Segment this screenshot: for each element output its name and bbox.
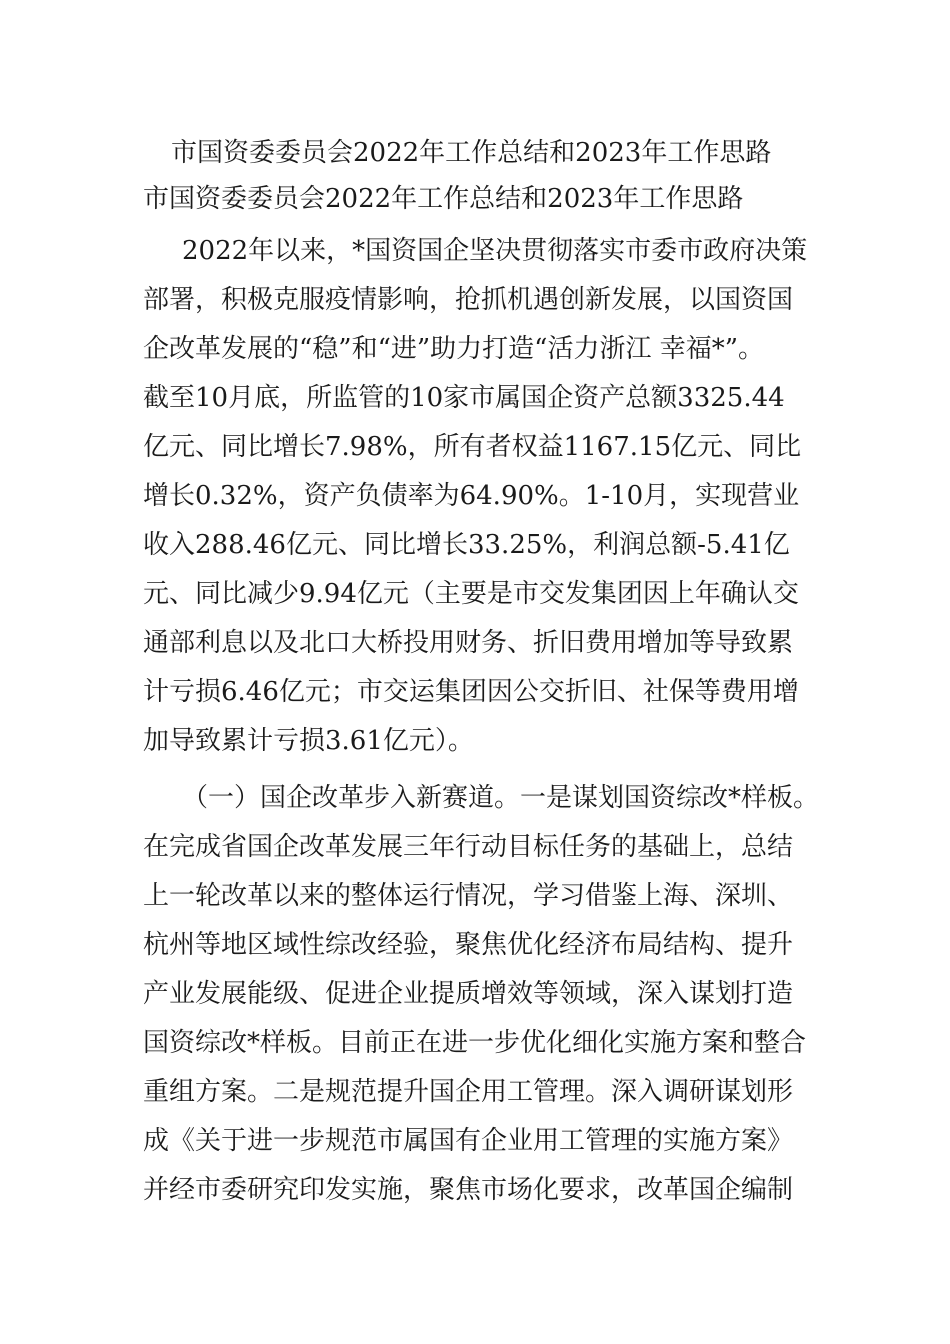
paragraph-line: 元、同比减少9.94亿元（主要是市交发集团因上年确认交 xyxy=(143,579,799,609)
document-title-repeat: 市国资委委员会2022年工作总结和2023年工作思路 xyxy=(143,184,744,214)
paragraph-line: 并经市委研究印发实施，聚焦市场化要求，改革国企编制 xyxy=(143,1175,794,1205)
paragraph-line: 企改革发展的“稳”和“进”助力打造“活力浙江 幸福*”。 xyxy=(143,334,765,364)
document-title: 市国资委委员会2022年工作总结和2023年工作思路 xyxy=(171,138,772,168)
paragraph-line: 成《关于进一步规范市属国有企业用工管理的实施方案》 xyxy=(143,1126,794,1156)
paragraph-line: 亿元、同比增长7.98%，所有者权益1167.15亿元、同比 xyxy=(143,432,802,462)
paragraph-line: 上一轮改革以来的整体运行情况，学习借鉴上海、深圳、 xyxy=(143,881,794,911)
paragraph-line: 在完成省国企改革发展三年行动目标任务的基础上，总结 xyxy=(143,832,794,862)
paragraph-line: 截至10月底，所监管的10家市属国企资产总额3325.44 xyxy=(143,383,785,413)
paragraph-line: 收入288.46亿元、同比增长33.25%，利润总额-5.41亿 xyxy=(143,530,790,560)
section-heading-line: （一）国企改革步入新赛道。一是谋划国资综改*样板。 xyxy=(182,783,820,813)
paragraph-line: 计亏损6.46亿元；市交运集团因公交折旧、社保等费用增 xyxy=(143,677,799,707)
paragraph-line: 国资综改*样板。目前正在进一步优化细化实施方案和整合 xyxy=(143,1028,807,1058)
paragraph-line: 杭州等地区域性综改经验，聚焦优化经济布局结构、提升 xyxy=(143,930,794,960)
paragraph-line: 重组方案。二是规范提升国企用工管理。深入调研谋划形 xyxy=(143,1077,794,1107)
paragraph-line: 增长0.32%，资产负债率为64.90%。1-10月，实现营业 xyxy=(143,481,800,511)
paragraph-line: 部署，积极克服疫情影响，抢抓机遇创新发展，以国资国 xyxy=(143,285,794,315)
paragraph-line: 加导致累计亏损3.61亿元）。 xyxy=(143,726,474,756)
paragraph-line: 2022年以来，*国资国企坚决贯彻落实市委市政府决策 xyxy=(182,236,808,266)
paragraph-line: 产业发展能级、促进企业提质增效等领域，深入谋划打造 xyxy=(143,979,794,1009)
paragraph-line: 通部利息以及北口大桥投用财务、折旧费用增加等导致累 xyxy=(143,628,794,658)
